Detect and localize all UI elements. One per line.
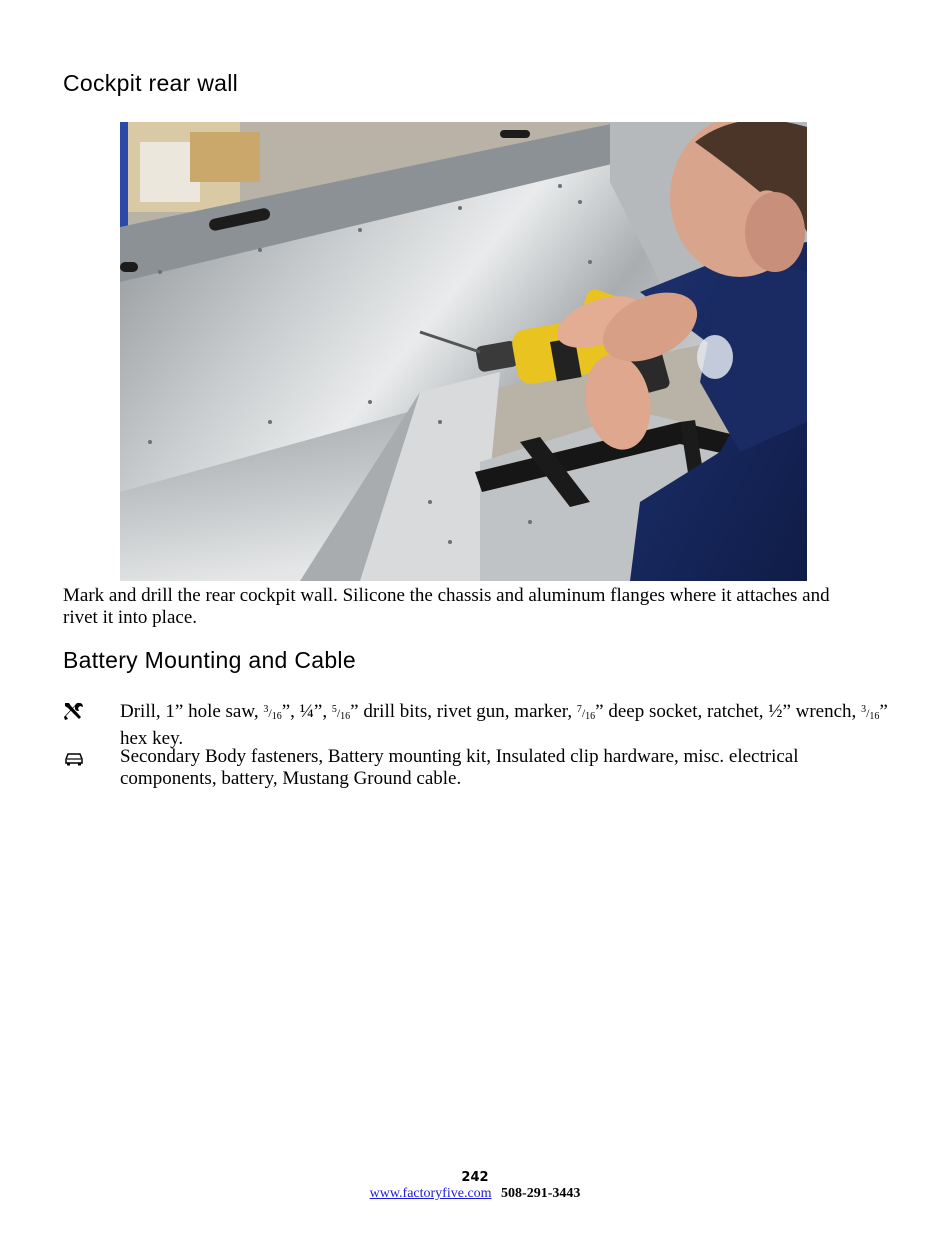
cockpit-wall-instructions: Mark and drill the rear cockpit wall. Silicone the chassis and aluminum flanges where it attaches and rivet it into place. [63,585,830,628]
tools-text-part: ”, [281,701,300,722]
website-link[interactable]: www.factoryfive.com [369,1186,492,1201]
phone-number: 508-291-3443 [501,1186,581,1201]
tools-text-part: Drill, 1” hole saw, [120,701,264,722]
tools-icon [63,701,87,723]
fraction-5-16: $^5/_{16}$ [331,704,351,722]
drilling-photo [120,122,807,581]
tools-text-part: ” wrench, [782,701,862,722]
fraction-quarter: ¼ [299,701,314,722]
footer-contact [0,1186,950,1202]
section-title-battery-mounting: Battery Mounting and Cable [63,647,356,673]
section-title-cockpit-rear-wall: Cockpit rear wall [63,70,239,96]
tools-text-part: ” drill bits, rivet gun, marker, [350,701,577,722]
fraction-3-16: $^3/_{16}$ [263,704,282,722]
tools-text-part: ”, [313,701,332,722]
fraction-half: ½ [768,701,783,722]
tools-text-part: ” hex key. [120,701,888,749]
parts-text: Secondary Body fasteners, Battery mounting kit, Insulated clip hardware, misc. electrical components, battery, Mustang Ground cable. [120,746,799,789]
tools-text-part: ” deep socket, ratchet, [595,701,769,722]
fraction-3-16: $^3/_{16}$ [861,704,880,722]
car-icon [63,748,87,770]
page-number: 242 [461,1170,489,1185]
fraction-7-16: $^7/_{16}$ [576,704,596,722]
tools-text [120,699,890,750]
